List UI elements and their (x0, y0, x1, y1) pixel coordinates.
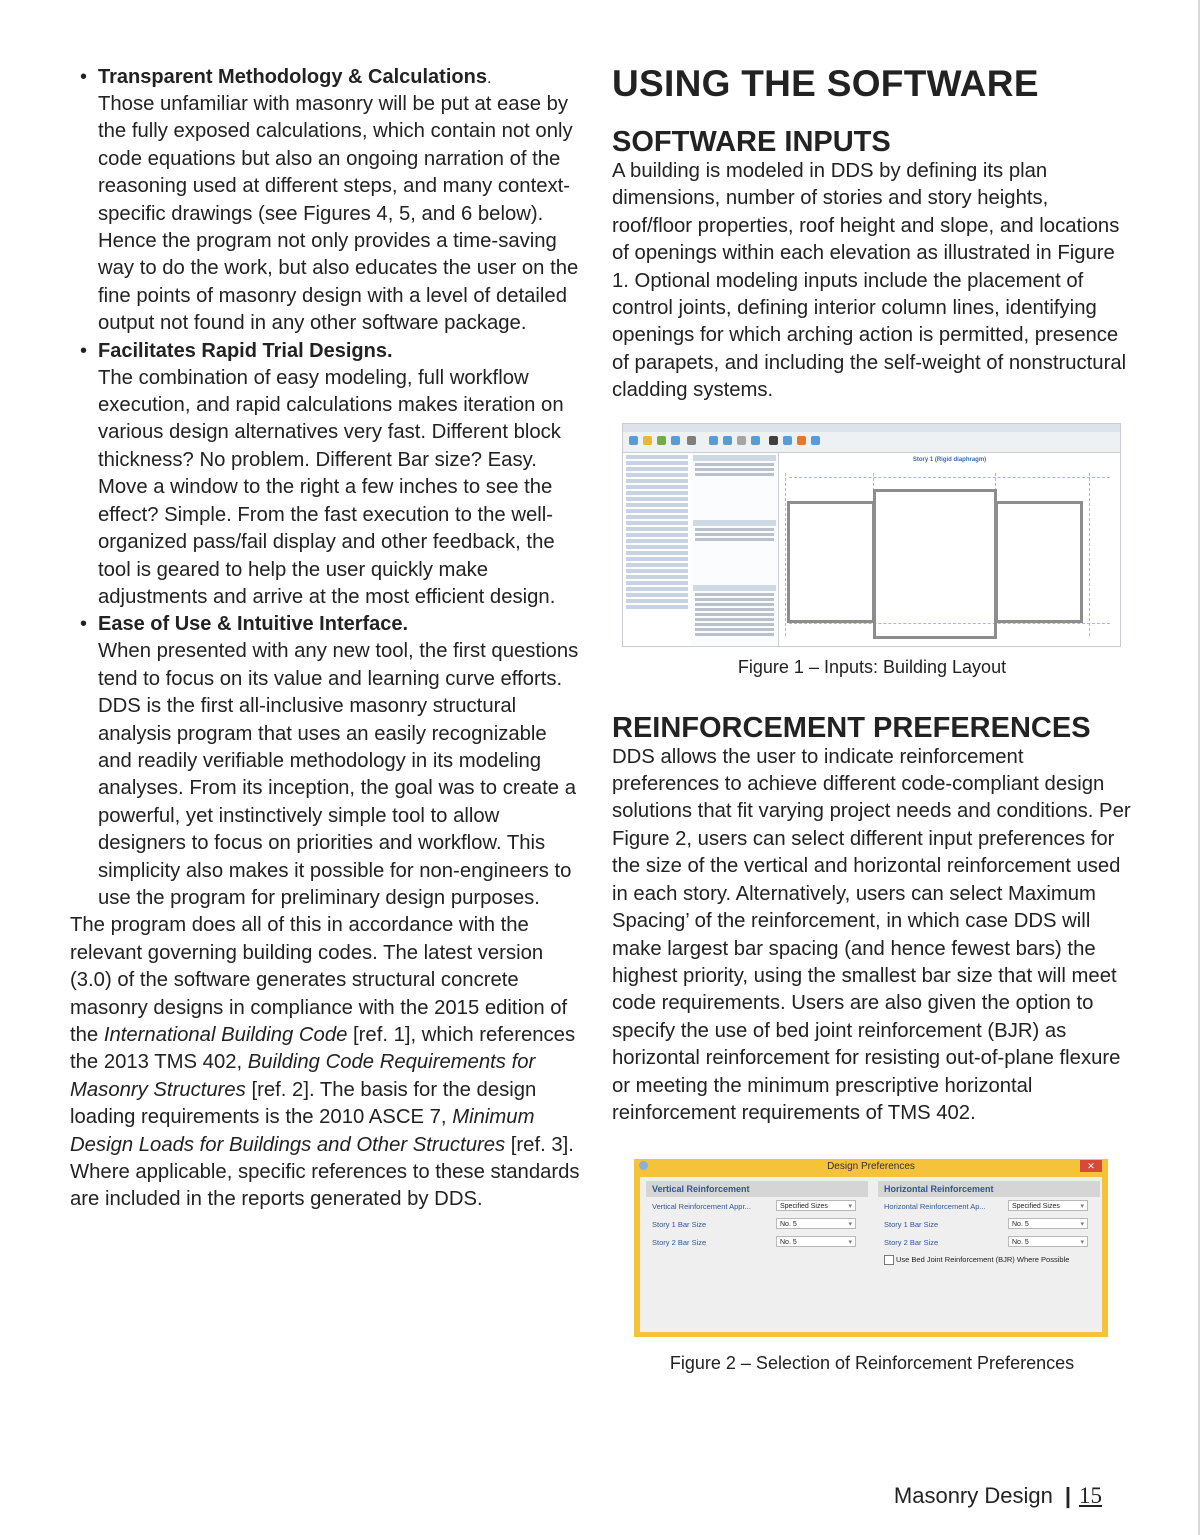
bullet-item (70, 64, 580, 338)
ribbon-icon (737, 436, 746, 445)
horizontal-reinforcement-group (878, 1181, 1100, 1269)
field-label: Story 2 Bar Size (652, 1238, 707, 1248)
bullet-dot: • (80, 66, 88, 88)
vertical-story1-row (646, 1215, 868, 1233)
horizontal-approach-row (878, 1197, 1100, 1215)
ribbon-icon (783, 436, 792, 445)
vertical-story2-select[interactable]: No. 5 ▾ (776, 1236, 856, 1247)
vertical-approach-select[interactable]: Specified Sizes ▾ (776, 1200, 856, 1211)
reinforcement-paragraph: DDS allows the user to indicate reinforcement preferences to achieve different code-compliant design solutions that fit varying project needs and conditions. Per Figure 2, users can select different input preferences for the size of the vertical and horizontal reinforcement used in each story. Alternatively, users can select Maximum Spacing’ of the reinforcement, in which case DDS will make largest bar spacing (and hence fewest bars) the highest priority, using the smallest bar size that will meet code requirements. Users are also given the option to specify the use of bed joint reinforcement (BJR) as horizontal reinforcement for resisting out-of-plane flexure or meeting the minimum prescriptive horizontal reinforcement requirements of TMS 402. (612, 745, 1131, 1124)
bullet-item (70, 338, 580, 612)
ribbon-icon (797, 436, 806, 445)
dialog-titlebar (634, 1159, 1108, 1175)
vertical-reinforcement-group (646, 1181, 868, 1251)
figure1-tree-panel (623, 453, 692, 646)
figure1-plan-view (779, 453, 1120, 646)
vertical-story2-row (646, 1233, 868, 1251)
plan-room-left (787, 501, 875, 623)
ribbon-icon (643, 436, 652, 445)
figure1-caption: Figure 1 – Inputs: Building Layout (737, 656, 1007, 677)
dialog-body (640, 1177, 1102, 1332)
asce-title: Minimum Design Loads for Buildings and Other Structures (70, 1106, 535, 1156)
inputs-paragraph: A building is modeled in DDS by defining its plan dimensions, number of stories and story heights, roof/floor properties, roof height and slope, and locations of openings within each elevation as illustrated in Figure 1. Optional modeling inputs include the placement of control joints, defining interior column lines, identifying openings for which arching action is permitted, presence of parapets, and including the self-weight of nonstructural cladding systems. (612, 160, 1127, 402)
inputs-heading: SOFTWARE INPUTS (612, 126, 891, 158)
figure1-screenshot (622, 423, 1121, 647)
bjr-row (878, 1251, 1100, 1269)
plan-title: Story 1 (Rigid diaphragm) (912, 456, 987, 463)
vertical-approach-row (646, 1197, 868, 1215)
vertical-reinforcement-heading: Vertical Reinforcement (646, 1181, 868, 1197)
bullet-dot: • (80, 339, 88, 362)
bjr-checkbox[interactable] (884, 1255, 894, 1265)
field-label: Vertical Reinforcement Appr... (652, 1202, 751, 1212)
field-label: Story 1 Bar Size (652, 1220, 707, 1230)
field-label: Story 2 Bar Size (884, 1238, 939, 1248)
bullet-heading-suffix: . (486, 70, 492, 87)
bullet-item (70, 611, 580, 912)
grid-line (789, 477, 1110, 478)
figure1-ribbon (623, 432, 1120, 453)
ribbon-icon (769, 436, 778, 445)
ribbon-icon (751, 436, 760, 445)
ibc-title: International Building Code (103, 1024, 348, 1046)
horizontal-approach-select[interactable]: Specified Sizes ▾ (1008, 1200, 1088, 1211)
closing-text-2: [ref. 1], which references the 2013 TMS 402, (70, 1024, 576, 1074)
horizontal-story1-row (878, 1215, 1100, 1233)
horizontal-reinforcement-heading: Horizontal Reinforcement (878, 1181, 1100, 1197)
bullet-text: Those unfamiliar with masonry will be put at ease by the fully exposed calculations, which contain not only code equations but also an ongoing narration of the reasoning used at different steps, and many context-specific drawings (see Figures 4, 5, and 6 below). Hence the program not only provides a time-saving way to do the work, but also educates the user on the fine points of masonry design with a level of detailed output not found in any other software package. (98, 93, 579, 335)
ribbon-icon (723, 436, 732, 445)
grid-line (785, 473, 786, 636)
closing-text-1: The program does all of this in accordance with the relevant governing building codes. The latest version (3.0) of the software generates structural concrete masonry designs in compliance with the 2015 edition of the (70, 914, 568, 1046)
closing-text-4: [ref. 3]. Where applicable, specific references to these standards are included in the reports generated by DDS. (70, 1133, 580, 1211)
ribbon-icon (709, 436, 718, 445)
bullet-heading: Transparent Methodology & Calculations (98, 66, 487, 88)
figure2-dialog (634, 1159, 1108, 1337)
bullet-text: When presented with any new tool, the first questions tend to focus on its value and learning curve efforts. DDS is the first all-inclusive masonry structural analysis program that uses an easily recognizable and readily verifiable methodology in its modeling analyses. From its inception, the goal was to create a powerful, yet instinctively simple tool to allow designers to focus on priorities and workflow. This simplicity also makes it possible for non-engineers to use the program for preliminary design purposes. (98, 640, 579, 909)
bullet-heading: Ease of Use & Intuitive Interface. (98, 613, 409, 636)
reinforcement-heading: REINFORCEMENT PREFERENCES (612, 711, 1091, 744)
horizontal-story2-row (878, 1233, 1100, 1251)
vertical-story1-select[interactable]: No. 5 ▾ (776, 1218, 856, 1229)
bullet-heading: Facilitates Rapid Trial Designs. (98, 339, 393, 362)
bullet-text: The combination of easy modeling, full workflow execution, and rapid calculations makes iteration on various design alternatives very fast. Different block thickness? No problem. Different Bar size? Easy. Move a window to the right a few inches to see the effect? Simple. From the fast execution to the well-organized pass/fail display and other feedback, the tool is geared to help the user quickly make adjustments and arrive at the most efficient design. (98, 366, 564, 608)
bjr-checkbox-label: Use Bed Joint Reinforcement (BJR) Where Possible (896, 1255, 1070, 1265)
closing-paragraph (70, 912, 580, 1213)
footer-divider: | (1064, 1483, 1071, 1508)
ribbon-icon (687, 436, 696, 445)
dialog-title: Design Preferences (827, 1161, 915, 1173)
ribbon-icon (811, 436, 820, 445)
page-number: 15 (1079, 1483, 1102, 1508)
figure1-lists-panel (691, 453, 779, 646)
page-footer (894, 1483, 1102, 1509)
ribbon-icon (629, 436, 638, 445)
figure2-caption: Figure 2 – Selection of Reinforcement Preferences (669, 1353, 1075, 1374)
gear-icon (639, 1161, 648, 1170)
magazine-name: Masonry Design (893, 1483, 1053, 1508)
close-button[interactable]: ✕ (1080, 1160, 1102, 1172)
right-column (612, 64, 1132, 1374)
horizontal-story1-select[interactable]: No. 5 ▾ (1008, 1218, 1088, 1229)
field-label: Horizontal Reinforcement Ap... (884, 1202, 986, 1212)
horizontal-story2-select[interactable]: No. 5 ▾ (1008, 1236, 1088, 1247)
plan-room-right (995, 501, 1083, 623)
grid-line (1089, 473, 1090, 636)
left-column (70, 64, 580, 1214)
plan-room-center (873, 489, 997, 639)
section-title: USING THE SOFTWARE (612, 63, 1039, 104)
figure1-titlebar (623, 424, 1120, 432)
tms-title: Building Code Requirements for Masonry Structures (70, 1051, 536, 1101)
ribbon-icon (671, 436, 680, 445)
field-label: Story 1 Bar Size (884, 1220, 939, 1230)
ribbon-icon (657, 436, 666, 445)
bullet-dot: • (80, 613, 88, 636)
closing-text-3: [ref. 2]. The basis for the design loading requirements is the 2010 ASCE 7, (70, 1078, 537, 1129)
